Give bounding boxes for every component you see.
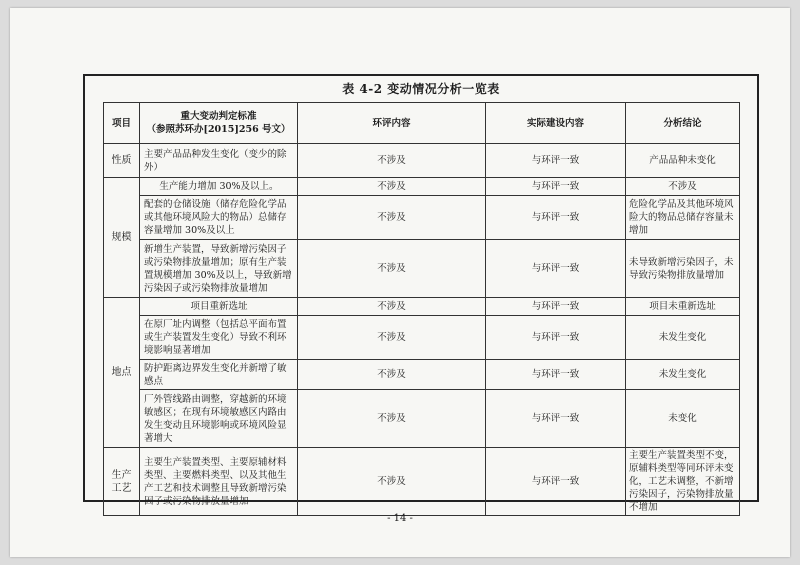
criteria-cell: 生产能力增加 30%及以上。 — [140, 178, 298, 196]
table-caption: 表 4-2 变动情况分析一览表 — [342, 82, 500, 96]
actual-cell: 与环评一致 — [486, 316, 626, 360]
actual-cell: 与环评一致 — [486, 360, 626, 390]
header-criteria — [140, 103, 298, 144]
table-row — [104, 448, 740, 516]
criteria-cell: 项目重新选址 — [140, 298, 298, 316]
eia-cell: 不涉及 — [298, 360, 486, 390]
criteria-cell: 配套的仓储设施（储存危险化学品或其他环境风险大的物品）总储存容量增加 30%及以上 — [140, 196, 298, 240]
table-row — [104, 196, 740, 240]
table-row — [104, 316, 740, 360]
actual-cell: 与环评一致 — [486, 144, 626, 178]
table-row — [104, 298, 740, 316]
eia-cell: 不涉及 — [298, 240, 486, 298]
eia-cell: 不涉及 — [298, 316, 486, 360]
conclusion-cell: 主要生产装置类型不变，原辅料类型等同环评未变化，工艺未调整，不新增污染因子，污染物排放量不增加 — [626, 448, 740, 516]
header-conclusion: 分析结论 — [626, 103, 740, 144]
table-row — [104, 178, 740, 196]
header-item: 项目 — [104, 103, 140, 144]
conclusion-cell: 项目未重新选址 — [626, 298, 740, 316]
category-cell: 地点 — [104, 298, 140, 448]
criteria-cell: 新增生产装置，导致新增污染因子或污染物排放量增加；原有生产装置规模增加 30%及以上，导致新增污染因子或污染物排放量增加 — [140, 240, 298, 298]
actual-cell: 与环评一致 — [486, 390, 626, 448]
conclusion-cell: 产品品种未变化 — [626, 144, 740, 178]
eia-cell: 不涉及 — [298, 448, 486, 516]
criteria-cell: 主要生产装置类型、主要原辅材料类型、主要燃料类型、以及其他生产工艺和技术调整且导致新增污染因子或污染物排放量增加 — [140, 448, 298, 516]
actual-cell: 与环评一致 — [486, 298, 626, 316]
table-row — [104, 390, 740, 448]
actual-cell: 与环评一致 — [486, 196, 626, 240]
category-cell: 生产工艺 — [104, 448, 140, 516]
header-criteria-line1: 重大变动判定标准 — [180, 111, 257, 122]
category-cell: 规模 — [104, 178, 140, 298]
eia-cell: 不涉及 — [298, 144, 486, 178]
conclusion-cell: 不涉及 — [626, 178, 740, 196]
eia-cell: 不涉及 — [298, 196, 486, 240]
table-frame — [83, 74, 759, 513]
header-row — [104, 103, 740, 144]
header-criteria-line2: （参照苏环办[2015]256 号文） — [146, 124, 291, 135]
page-number: - 14 - — [387, 513, 413, 524]
criteria-cell: 防护距离边界发生变化并新增了敏感点 — [140, 360, 298, 390]
conclusion-cell: 未发生变化 — [626, 360, 740, 390]
category-cell: 性质 — [104, 144, 140, 178]
conclusion-cell: 未变化 — [626, 390, 740, 448]
eia-cell: 不涉及 — [298, 390, 486, 448]
change-analysis-table — [103, 102, 740, 516]
eia-cell: 不涉及 — [298, 178, 486, 196]
actual-cell: 与环评一致 — [486, 240, 626, 298]
criteria-cell: 在原厂址内调整（包括总平面布置或生产装置发生变化）导致不利环境影响显著增加 — [140, 316, 298, 360]
header-actual: 实际建设内容 — [486, 103, 626, 144]
criteria-cell: 厂外管线路由调整，穿越新的环境敏感区；在现有环境敏感区内路由发生变动且环境影响或环境风险显著增大 — [140, 390, 298, 448]
table-row — [104, 240, 740, 298]
actual-cell: 与环评一致 — [486, 178, 626, 196]
eia-cell: 不涉及 — [298, 298, 486, 316]
header-eia: 环评内容 — [298, 103, 486, 144]
criteria-cell: 主要产品品种发生变化（变少的除外） — [140, 144, 298, 178]
table-row — [104, 360, 740, 390]
table-row — [104, 144, 740, 178]
conclusion-cell: 危险化学品及其他环境风险大的物品总储存容量未增加 — [626, 196, 740, 240]
conclusion-cell: 未发生变化 — [626, 316, 740, 360]
document-page — [10, 8, 790, 557]
conclusion-cell: 未导致新增污染因子，未导致污染物排放量增加 — [626, 240, 740, 298]
actual-cell: 与环评一致 — [486, 448, 626, 516]
